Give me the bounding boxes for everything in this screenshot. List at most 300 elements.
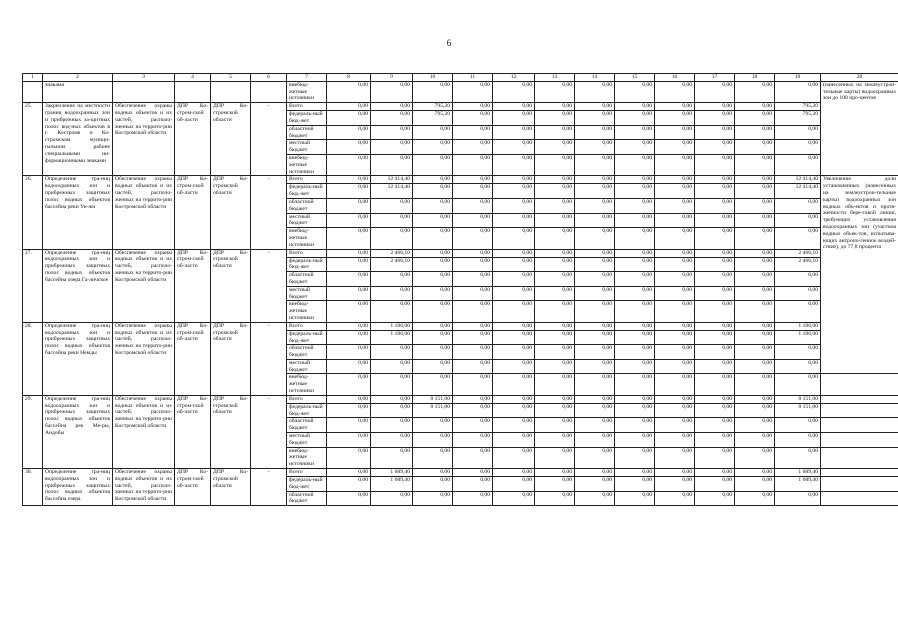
cell-funding-source: областной бюджет (287, 491, 327, 506)
column-number: 11 (453, 74, 493, 82)
cell-value: 0,00 (453, 447, 493, 468)
cell-value: 2 466,10 (371, 249, 413, 257)
cell-executor: ДПР Ко-стром-ской об-ласти (175, 176, 211, 249)
cell-value: 8 151,00 (775, 403, 821, 418)
cell-value: 0,00 (575, 477, 615, 492)
cell-value: 0,00 (655, 249, 695, 257)
cell-value: 0,00 (695, 301, 735, 322)
cell-value: 0,00 (775, 213, 821, 228)
column-number: 14 (575, 74, 615, 82)
cell-result (821, 477, 898, 492)
cell-value: 0,00 (655, 491, 695, 506)
cell-value: 0,00 (493, 272, 535, 287)
cell-value: 0,00 (493, 103, 535, 111)
cell-funding-source: федераль-ный бюд-жет (287, 403, 327, 418)
cell-funding-source: Всего (287, 103, 327, 111)
column-number: 10 (413, 74, 453, 82)
cell-value: 0,00 (453, 491, 493, 506)
cell-value: 1 186,00 (775, 322, 821, 330)
cell-funding-source: Всего (287, 176, 327, 184)
cell-value: 0,00 (453, 184, 493, 199)
cell-value: 0,00 (535, 213, 575, 228)
cell-value: 1 186,00 (371, 322, 413, 330)
table-row (23, 176, 898, 184)
cell-activity: Закрепление на местности границ водоохранных зон и прибрежных за-щитных полос вод-ных объектов в г. Костроме и Ко-стромском муници-пальном районе специальными ин-формационными знаками (43, 103, 113, 176)
cell-value: 0,00 (615, 272, 655, 287)
cell-value: 0,00 (493, 469, 535, 477)
cell-value: 0,00 (371, 272, 413, 287)
cell-activity: Определение гра-ниц водоохранных зон и прибрежных защитных полос водных объектов бассейна озера (43, 469, 113, 506)
cell-value: 0,00 (615, 359, 655, 374)
cell-value: 0,00 (735, 184, 775, 199)
cell-value: 0,00 (615, 469, 655, 477)
cell-funding-source: местный бюджет (287, 286, 327, 301)
cell-value: 0,00 (535, 140, 575, 155)
cell-value: 0,00 (775, 272, 821, 287)
cell-value: 0,00 (695, 125, 735, 140)
cell-value: 0,00 (575, 330, 615, 345)
cell-value: 0,00 (413, 257, 453, 272)
cell-value: 0,00 (413, 477, 453, 492)
cell-value: 0,00 (371, 403, 413, 418)
cell-value: 0,00 (493, 81, 535, 102)
cell-value: 0,00 (655, 198, 695, 213)
cell-value: 0,00 (695, 103, 735, 111)
column-number: 3 (113, 74, 175, 82)
cell-funding-source: внебюд-жетные источники (287, 374, 327, 395)
cell-value: 0,00 (695, 403, 735, 418)
cell-funding-source: Всего (287, 249, 327, 257)
cell-value: 0,00 (493, 154, 535, 175)
cell-value: 0,00 (735, 198, 775, 213)
cell-funding-source: областной бюджет (287, 418, 327, 433)
cell-funding-source: внебюд-жетные источники (287, 228, 327, 249)
cell-coexecutor: ДПР Ко-стромской области (211, 395, 251, 468)
cell-value: 0,00 (655, 140, 695, 155)
cell-value: 0,00 (735, 433, 775, 448)
cell-funding-source: областной бюджет (287, 125, 327, 140)
cell-value: 0,00 (695, 154, 735, 175)
cell-funding-source: местный бюджет (287, 433, 327, 448)
cell-value: 1 186,00 (371, 330, 413, 345)
cell-value: 0,00 (695, 111, 735, 126)
cell-value: 0,00 (735, 403, 775, 418)
cell-value: 0,00 (735, 469, 775, 477)
cell-value: 0,00 (493, 257, 535, 272)
cell-value: 0,00 (371, 418, 413, 433)
cell-value: 0,00 (735, 140, 775, 155)
cell-value: 0,00 (655, 374, 695, 395)
cell-value: 0,00 (327, 81, 371, 102)
cell-value: 0,00 (453, 140, 493, 155)
cell-value: 0,00 (735, 213, 775, 228)
cell-no: 25. (23, 103, 43, 176)
table-row (23, 249, 898, 257)
cell-funding-source: местный бюджет (287, 359, 327, 374)
cell-value: 0,00 (535, 491, 575, 506)
cell-value: 0,00 (493, 403, 535, 418)
cell-value: 0,00 (575, 491, 615, 506)
cell-value: 0,00 (371, 140, 413, 155)
cell-value: 1 689,40 (775, 469, 821, 477)
column-number: 1 (23, 74, 43, 82)
cell-value: 0,00 (695, 491, 735, 506)
cell-funding-source: Всего (287, 469, 327, 477)
cell-value: 0,00 (535, 154, 575, 175)
cell-value: 0,00 (535, 469, 575, 477)
cell-value: 0,00 (327, 330, 371, 345)
cell-result (821, 469, 898, 477)
cell-value: 0,00 (615, 477, 655, 492)
cell-value: 0,00 (695, 395, 735, 403)
cell-value: 0,00 (413, 213, 453, 228)
cell-value: 0,00 (575, 395, 615, 403)
cell-value: 0,00 (327, 301, 371, 322)
cell-value: 0,00 (535, 418, 575, 433)
cell-value: 0,00 (575, 249, 615, 257)
cell-value: 0,00 (535, 395, 575, 403)
cell-value: 0,00 (453, 469, 493, 477)
cell-value: 0,00 (493, 491, 535, 506)
cell-value: 795,20 (413, 103, 453, 111)
cell-value: 0,00 (535, 374, 575, 395)
cell-value: 0,00 (413, 176, 453, 184)
cell-value: 0,00 (615, 81, 655, 102)
cell-value: 0,00 (575, 111, 615, 126)
cell-value: 0,00 (655, 228, 695, 249)
cell-value: 0,00 (453, 330, 493, 345)
cell-value: 795,20 (775, 111, 821, 126)
cell-value: 0,00 (775, 125, 821, 140)
cell-value: 0,00 (695, 140, 735, 155)
cell-value: 2 466,10 (775, 257, 821, 272)
column-number: 17 (695, 74, 735, 82)
cell-value: 0,00 (775, 359, 821, 374)
cell-value: 0,00 (575, 345, 615, 360)
cell-col6: - (251, 322, 287, 395)
cell-no: 28. (23, 322, 43, 395)
cell-value: 0,00 (615, 433, 655, 448)
cell-goal: Обеспечение охраны водных объектов и их частей, располо-женных на террито-рии Костромской области (113, 176, 175, 249)
cell-value: 0,00 (575, 359, 615, 374)
column-number: 7 (287, 74, 327, 82)
cell-value: 0,00 (655, 154, 695, 175)
cell-value: 0,00 (735, 81, 775, 102)
cell-value: 0,00 (615, 257, 655, 272)
cell-value: 0,00 (695, 272, 735, 287)
cell-value: 0,00 (453, 418, 493, 433)
cell-value: 12 414,40 (775, 184, 821, 199)
cell-value: 0,00 (493, 418, 535, 433)
cell-value: 0,00 (327, 140, 371, 155)
cell-value: 1 689,40 (371, 477, 413, 492)
cell-value: 0,00 (695, 433, 735, 448)
cell-value: 0,00 (775, 81, 821, 102)
cell-value: 0,00 (327, 184, 371, 199)
cell-value: 0,00 (575, 374, 615, 395)
cell-value: 0,00 (575, 403, 615, 418)
cell-value: 0,00 (655, 395, 695, 403)
cell-value: 0,00 (655, 176, 695, 184)
cell-value: 0,00 (453, 154, 493, 175)
cell-value: 0,00 (535, 477, 575, 492)
cell-value: 0,00 (453, 345, 493, 360)
cell-value: 0,00 (575, 228, 615, 249)
cell-funding-source: областной бюджет (287, 272, 327, 287)
cell-value: 0,00 (775, 154, 821, 175)
cell-value: 0,00 (327, 359, 371, 374)
cell-value: 0,00 (453, 395, 493, 403)
cell-funding-source: Всего (287, 395, 327, 403)
cell-value: 0,00 (493, 184, 535, 199)
cell-value: 0,00 (655, 272, 695, 287)
cell-value: 8 151,00 (413, 403, 453, 418)
cell-col6: - (251, 249, 287, 322)
cell-value: 0,00 (775, 140, 821, 155)
cell-value: 0,00 (535, 111, 575, 126)
cell-value: 0,00 (413, 433, 453, 448)
cell-value: 0,00 (453, 477, 493, 492)
cell-value: 0,00 (695, 257, 735, 272)
cell-value: 0,00 (615, 198, 655, 213)
cell-value: 0,00 (655, 433, 695, 448)
cell-no (23, 81, 43, 102)
cell-value: 0,00 (655, 286, 695, 301)
cell-value: 0,00 (615, 345, 655, 360)
cell-value: 0,00 (453, 125, 493, 140)
cell-value: 0,00 (453, 286, 493, 301)
cell-value: 0,00 (655, 418, 695, 433)
cell-value: 2 466,10 (775, 249, 821, 257)
cell-value: 0,00 (655, 103, 695, 111)
cell-value: 0,00 (413, 249, 453, 257)
cell-value: 0,00 (413, 359, 453, 374)
cell-value: 0,00 (413, 374, 453, 395)
cell-value: 0,00 (655, 213, 695, 228)
cell-value: 0,00 (695, 198, 735, 213)
column-number: 5 (211, 74, 251, 82)
cell-value: 2 466,10 (371, 257, 413, 272)
cell-result (821, 395, 898, 403)
cell-value: 0,00 (775, 433, 821, 448)
cell-col6: - (251, 395, 287, 468)
cell-value: 0,00 (371, 103, 413, 111)
cell-value: 0,00 (327, 198, 371, 213)
cell-value: 0,00 (327, 272, 371, 287)
cell-executor: ДПР Ко-стром-ской об-ласти (175, 322, 211, 395)
cell-value: 0,00 (695, 469, 735, 477)
cell-goal: Обеспечение охраны водных объектов и их частей, располо-женных на террито-рии Костромской области (113, 249, 175, 322)
cell-value: 0,00 (413, 154, 453, 175)
cell-value: 0,00 (575, 154, 615, 175)
cell-value: 0,00 (735, 125, 775, 140)
cell-value: 0,00 (735, 374, 775, 395)
program-table (22, 73, 898, 506)
cell-value: 0,00 (493, 301, 535, 322)
column-number: 16 (655, 74, 695, 82)
cell-value: 0,00 (535, 184, 575, 199)
cell-value: 0,00 (413, 418, 453, 433)
cell-value: 0,00 (575, 176, 615, 184)
cell-value: 0,00 (327, 403, 371, 418)
cell-funding-source: областной бюджет (287, 345, 327, 360)
cell-value: 0,00 (575, 272, 615, 287)
cell-value: 0,00 (371, 433, 413, 448)
cell-coexecutor: ДПР Ко-стромской области (211, 249, 251, 322)
cell-value: 0,00 (327, 374, 371, 395)
cell-value: 12 414,40 (371, 176, 413, 184)
cell-value: 0,00 (493, 111, 535, 126)
cell-value: 0,00 (735, 301, 775, 322)
cell-value: 8 151,00 (413, 395, 453, 403)
cell-value: 0,00 (535, 447, 575, 468)
cell-value: 0,00 (735, 272, 775, 287)
cell-value: 0,00 (615, 103, 655, 111)
cell-value: 0,00 (327, 228, 371, 249)
cell-value: 0,00 (413, 447, 453, 468)
cell-funding-source: федераль-ный бюд-жет (287, 257, 327, 272)
cell-result: (нанесенных на землеустрои-тельные карты) водоохранных зон до 100 про-центов (821, 81, 898, 176)
cell-value: 0,00 (775, 345, 821, 360)
cell-value: 0,00 (327, 345, 371, 360)
cell-value: 0,00 (453, 257, 493, 272)
cell-value: 0,00 (695, 286, 735, 301)
cell-value: 0,00 (535, 257, 575, 272)
column-number: 18 (735, 74, 775, 82)
cell-value: 1 689,40 (371, 469, 413, 477)
cell-value: 0,00 (493, 374, 535, 395)
cell-value: 0,00 (493, 198, 535, 213)
cell-value: 0,00 (493, 477, 535, 492)
cell-value: 0,00 (655, 111, 695, 126)
cell-value: 0,00 (493, 125, 535, 140)
cell-value: 0,00 (655, 469, 695, 477)
cell-value: 0,00 (775, 228, 821, 249)
cell-value: 0,00 (735, 111, 775, 126)
cell-value: 0,00 (775, 447, 821, 468)
cell-empty (251, 81, 287, 102)
cell-funding-source: внебюд-жетные источники (287, 447, 327, 468)
cell-value: 0,00 (775, 418, 821, 433)
cell-value: 0,00 (615, 286, 655, 301)
cell-value: 0,00 (575, 257, 615, 272)
cell-value: 0,00 (655, 184, 695, 199)
cell-value: 0,00 (493, 176, 535, 184)
cell-value: 0,00 (493, 228, 535, 249)
cell-value: 0,00 (535, 249, 575, 257)
cell-value: 1 689,40 (775, 477, 821, 492)
cell-value: 0,00 (413, 491, 453, 506)
cell-value: 0,00 (327, 257, 371, 272)
cell-value: 0,00 (327, 103, 371, 111)
cell-value: 0,00 (615, 213, 655, 228)
cell-value: 0,00 (615, 374, 655, 395)
cell-value: 0,00 (735, 477, 775, 492)
cell-goal: Обеспечение охраны водных объектов и их частей, располо-женных на террито-рии Костромской области (113, 103, 175, 176)
cell-value: 0,00 (371, 359, 413, 374)
cell-value: 0,00 (371, 154, 413, 175)
cell-funding-source: внебюд-жетные источники (287, 81, 327, 102)
cell-value: 0,00 (775, 286, 821, 301)
cell-value: 0,00 (655, 345, 695, 360)
cell-value: 0,00 (453, 272, 493, 287)
cell-activity: знаками (43, 81, 113, 102)
cell-funding-source: федераль-ный бюд-жет (287, 477, 327, 492)
column-number-row (23, 74, 898, 82)
cell-value: 0,00 (575, 322, 615, 330)
cell-funding-source: областной бюджет (287, 198, 327, 213)
cell-value: 0,00 (371, 395, 413, 403)
cell-value: 0,00 (695, 176, 735, 184)
cell-no: 29. (23, 395, 43, 468)
cell-value: 0,00 (413, 272, 453, 287)
cell-funding-source: федераль-ный бюд-жет (287, 330, 327, 345)
cell-value: 0,00 (615, 395, 655, 403)
cell-value: 0,00 (655, 477, 695, 492)
column-number: 6 (251, 74, 287, 82)
cell-no: 30. (23, 469, 43, 506)
cell-funding-source: местный бюджет (287, 213, 327, 228)
table-row (23, 469, 898, 477)
column-number: 8 (327, 74, 371, 82)
column-number: 19 (775, 74, 821, 82)
cell-value: 0,00 (327, 322, 371, 330)
cell-result (821, 433, 898, 448)
cell-value: 0,00 (695, 345, 735, 360)
cell-value: 0,00 (575, 301, 615, 322)
cell-value: 0,00 (535, 198, 575, 213)
column-number: 20 (821, 74, 898, 82)
cell-coexecutor: ДПР Ко-стромской области (211, 176, 251, 249)
cell-value: 0,00 (735, 418, 775, 433)
table-row (23, 395, 898, 403)
cell-value: 0,00 (655, 322, 695, 330)
cell-value: 0,00 (575, 286, 615, 301)
cell-value: 0,00 (535, 228, 575, 249)
cell-value: 0,00 (695, 374, 735, 395)
cell-activity: Определение гра-ниц водоохранных зон и прибрежных защитных полос водных объектов бассейна реки Ун-жи (43, 176, 113, 249)
cell-value: 0,00 (453, 322, 493, 330)
cell-value: 0,00 (695, 418, 735, 433)
column-number: 12 (493, 74, 535, 82)
cell-value: 0,00 (371, 286, 413, 301)
cell-value: 0,00 (327, 111, 371, 126)
cell-value: 0,00 (655, 330, 695, 345)
cell-value: 0,00 (735, 359, 775, 374)
cell-value: 0,00 (735, 228, 775, 249)
cell-value: 0,00 (327, 125, 371, 140)
cell-value: 0,00 (775, 301, 821, 322)
cell-value: 0,00 (453, 249, 493, 257)
cell-goal: Обеспечение охраны водных объектов и их частей, располо-женных на террито-рии Костромской области (113, 322, 175, 395)
cell-value: 0,00 (413, 301, 453, 322)
cell-coexecutor: ДПР Ко-стромской области (211, 469, 251, 506)
cell-value: 0,00 (453, 213, 493, 228)
cell-value: 0,00 (493, 359, 535, 374)
cell-value: 0,00 (493, 249, 535, 257)
cell-value: 0,00 (413, 330, 453, 345)
cell-value: 0,00 (535, 433, 575, 448)
cell-value: 0,00 (327, 469, 371, 477)
cell-no: 26. (23, 176, 43, 249)
cell-value: 0,00 (615, 154, 655, 175)
cell-value: 0,00 (735, 491, 775, 506)
cell-value: 0,00 (413, 198, 453, 213)
cell-value: 0,00 (327, 477, 371, 492)
cell-value: 0,00 (493, 345, 535, 360)
cell-value: 0,00 (327, 395, 371, 403)
cell-value: 0,00 (371, 491, 413, 506)
